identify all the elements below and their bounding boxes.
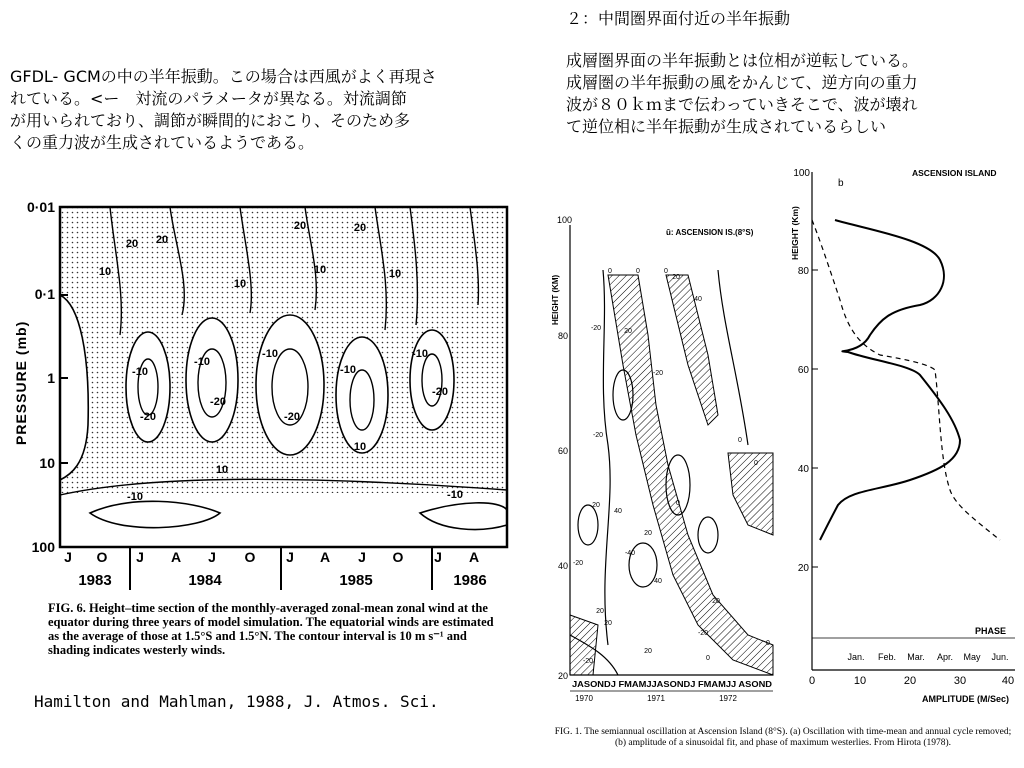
fig1a-contour-label: -20 <box>592 432 604 439</box>
fig1b-title: ASCENSION ISLAND <box>912 168 997 178</box>
fig1a-contour-label: 0 <box>706 655 710 662</box>
fig1-caption <box>548 727 1018 749</box>
fig6-month-tick: J <box>434 549 442 565</box>
fig6-ytick: 1 <box>47 370 55 386</box>
fig1a-contour-label: 0 <box>676 500 680 507</box>
fig1a-year-label: 1971 <box>647 694 665 703</box>
fig6-contour-label: -20 <box>284 411 300 423</box>
fig1a-contour-label: 20 <box>712 598 720 605</box>
right-note-line: 波が８０ｋｍまで伝わっていきそこで、波が壊れ <box>566 95 918 114</box>
fig1b-xlabel: AMPLITUDE (M/Sec) <box>922 694 1010 704</box>
fig6-year-label: 1983 <box>78 572 112 589</box>
fig1b-ytick: 60 <box>797 365 809 376</box>
fig1a-contour-label: 20 <box>644 530 652 537</box>
fig1a-ytick: 80 <box>557 331 568 341</box>
fig1a-contour-label: -20 <box>590 325 602 332</box>
fig1a-year-label: 1972 <box>719 694 737 703</box>
fig1b-phase-label: PHASE <box>975 626 1007 636</box>
fig6-ytick: 0·01 <box>26 199 55 215</box>
fig1a-ylabel: HEIGHT (KM) <box>551 274 560 325</box>
right-note-line: 成層圏界面の半年振動とは位相が逆転している。 <box>566 51 919 70</box>
fig6-contour-label: 10 <box>313 264 327 276</box>
fig1b-ylabel: HEIGHT (Km) <box>790 206 800 260</box>
fig1a-contour-label: 0 <box>664 268 668 275</box>
fig6-contour-label: -10 <box>194 356 210 368</box>
fig1a-contour-label: 40 <box>694 296 702 303</box>
fig1b-phase-curve <box>812 220 1000 540</box>
fig1a-contour-label: 20 <box>644 648 652 655</box>
fig1b-ytick: 80 <box>797 266 809 277</box>
fig1b-phase-month: Mar. <box>907 652 925 662</box>
citation: Hamilton and Mahlman, 1988, J. Atmos. Sci. <box>34 692 439 711</box>
fig6-easterly-cell <box>420 503 507 530</box>
fig1b-xtick: 20 <box>903 675 917 687</box>
fig6-ylabel: PRESSURE (mb) <box>13 320 29 445</box>
fig1b-amplitude-plot <box>790 160 1022 710</box>
fig6-contour-label: 20 <box>155 234 169 246</box>
fig1a-contour-label: -20 <box>697 630 709 637</box>
fig6-easterly-cell <box>410 330 454 430</box>
fig6-caption-line: equator during three years of model simulation. The equatorial winds are estimated <box>48 615 494 629</box>
fig1a-contour-label: 0 <box>738 437 742 444</box>
fig1a-ytick: 60 <box>557 446 568 456</box>
fig6-caption-line: as the average of those at 1.5°S and 1.5°N. The contour interval is 10 m s⁻¹ and <box>48 629 467 643</box>
fig6-caption-line: shading indicates westerly winds. <box>48 643 226 657</box>
fig1a-contour-label: 40 <box>654 578 662 585</box>
fig1b-amplitude-curve <box>820 220 960 540</box>
fig1a-contour-label: 20 <box>596 608 604 615</box>
fig1b-phase-month: Apr. <box>936 652 954 662</box>
fig1a-contour-label: 0 <box>608 268 612 275</box>
left-note-line: れている。<ー 対流のパラメータが異なる。対流調節 <box>10 89 407 108</box>
right-note-line: て逆位相に半年振動が生成されているらしい <box>566 117 887 136</box>
fig6-easterly-cell <box>186 318 238 442</box>
left-note-line: GFDL- GCMの中の半年振動。この場合は西風がよく再現さ <box>10 67 437 86</box>
fig1a-month-axis: JASONDJ FMAMJJASONDJ FMAMJJ ASOND <box>572 679 772 689</box>
fig6-month-tick: O <box>96 549 108 565</box>
fig1a-contour-label: -20 <box>652 370 664 377</box>
left-note-line: が用いられており、調節が瞬間的におこり、そのため多 <box>10 111 411 130</box>
fig1a-contour-label: -20 <box>582 658 594 665</box>
fig6-contour-label: 20 <box>125 238 139 250</box>
fig6-month-tick: O <box>244 549 256 565</box>
left-note-line: くの重力波が生成されているようである。 <box>10 133 315 152</box>
fig6-contour-label: 10 <box>353 441 367 453</box>
fig1b-xtick: 40 <box>1001 675 1015 687</box>
fig6-contour-label: 20 <box>353 222 367 234</box>
fig6-contour-label: -10 <box>262 348 278 360</box>
fig6-contour-label: 20 <box>293 220 307 232</box>
fig1a-ytick: 20 <box>557 671 568 681</box>
fig6-month-tick: O <box>392 549 404 565</box>
fig6-month-tick: J <box>286 549 294 565</box>
fig1b-xtick: 0 <box>808 675 816 687</box>
fig6-ytick: 100 <box>31 539 55 555</box>
fig6-year-label: 1985 <box>339 572 373 589</box>
fig6-month-tick: J <box>358 549 366 565</box>
fig1-caption-line: (b) amplitude of a sinusoidal fit, and phase of maximum westerlies. From Hirota (1978). <box>614 738 952 748</box>
fig6-month-tick: J <box>136 549 144 565</box>
fig6-month-tick: A <box>170 549 182 565</box>
fig6-caption <box>48 601 528 657</box>
fig1b-panel-label: b <box>838 178 844 189</box>
fig1a-contour-label: 20 <box>624 328 632 335</box>
fig6-contour-label: 10 <box>233 278 247 290</box>
fig6-ytick: 10 <box>39 455 55 471</box>
fig1a-contour-label: -40 <box>624 550 636 557</box>
fig6-contour-label: -20 <box>210 396 226 408</box>
fig1b-ytick: 20 <box>797 563 809 574</box>
fig6-year-label: 1986 <box>453 572 487 589</box>
right-note-line: 成層圏の半年振動の風をかんじて、逆方向の重力 <box>566 73 918 92</box>
fig6-contour-label: -10 <box>127 491 143 503</box>
fig1a-title: ū: ASCENSION IS.(8°S) <box>666 228 754 237</box>
fig1b-ytick: 40 <box>797 464 809 475</box>
fig6-caption-line: FIG. 6. Height–time section of the monthly-averaged zonal-mean zonal wind at the <box>48 601 488 615</box>
fig6-easterly-cell <box>336 337 388 453</box>
fig1b-phase-month: Feb. <box>877 652 897 662</box>
fig1b-phase-month: May <box>963 652 981 662</box>
fig1a-hatched-region <box>570 615 598 675</box>
fig1a-contour-label: 40 <box>614 508 622 515</box>
fig1a-contour-label: 0 <box>766 640 770 647</box>
fig6-year-label: 1984 <box>188 572 222 589</box>
fig6-contour-label: -10 <box>340 364 356 376</box>
fig1b-ytick: 100 <box>793 168 810 179</box>
fig1a-contour-label: 20 <box>672 274 680 281</box>
fig6-contour-label: 10 <box>388 268 402 280</box>
fig6-contour-label: 10 <box>98 266 112 278</box>
fig1a-contour-label: -20 <box>572 560 584 567</box>
fig6-month-tick: J <box>64 549 72 565</box>
fig1b-xtick: 30 <box>953 675 967 687</box>
fig6-contour-label: -20 <box>140 411 156 423</box>
fig1a-contour-label: 0 <box>636 268 640 275</box>
fig6-easterly-cell <box>256 315 324 455</box>
fig1a-hatched-region <box>728 453 773 535</box>
fig1a-contour-label: 20 <box>604 620 612 627</box>
fig6-contour-label: 10 <box>215 464 229 476</box>
fig1a-hatched-region <box>666 275 718 425</box>
fig1b-phase-month: Jun. <box>991 652 1009 662</box>
fig1a-contour-label: 20 <box>592 502 600 509</box>
fig1a-year-label: 1970 <box>575 694 593 703</box>
left-note <box>10 66 530 154</box>
fig6-contour-label: -10 <box>412 348 428 360</box>
fig6-contour-plot <box>0 195 540 595</box>
fig6-easterly-cell <box>126 332 170 442</box>
fig6-month-tick: J <box>208 549 216 565</box>
fig1a-ytick: 100 <box>556 215 572 225</box>
fig1a-contour-plot <box>548 205 788 715</box>
fig1-caption-line: FIG. 1. The semiannual oscillation at Ascension Island (8°S). (a) Oscillation with time-mean and annual cycle removed; <box>554 727 1012 737</box>
fig1a-ytick: 40 <box>557 561 568 571</box>
fig6-ytick: 0·1 <box>34 286 55 302</box>
fig1b-xtick: 10 <box>853 675 867 687</box>
slide-heading: ２：中間圏界面付近の半年振動 <box>566 9 791 28</box>
right-note <box>566 50 1016 138</box>
fig6-month-tick: A <box>319 549 331 565</box>
fig6-easterly-cell <box>90 501 220 527</box>
fig1b-phase-month: Jan. <box>847 652 865 662</box>
fig1a-contour-label: 0 <box>754 460 758 467</box>
fig6-contour-label: -20 <box>432 386 448 398</box>
fig6-contour-label: -10 <box>447 489 463 501</box>
fig6-contour-label: -10 <box>132 366 148 378</box>
fig6-month-tick: A <box>468 549 480 565</box>
